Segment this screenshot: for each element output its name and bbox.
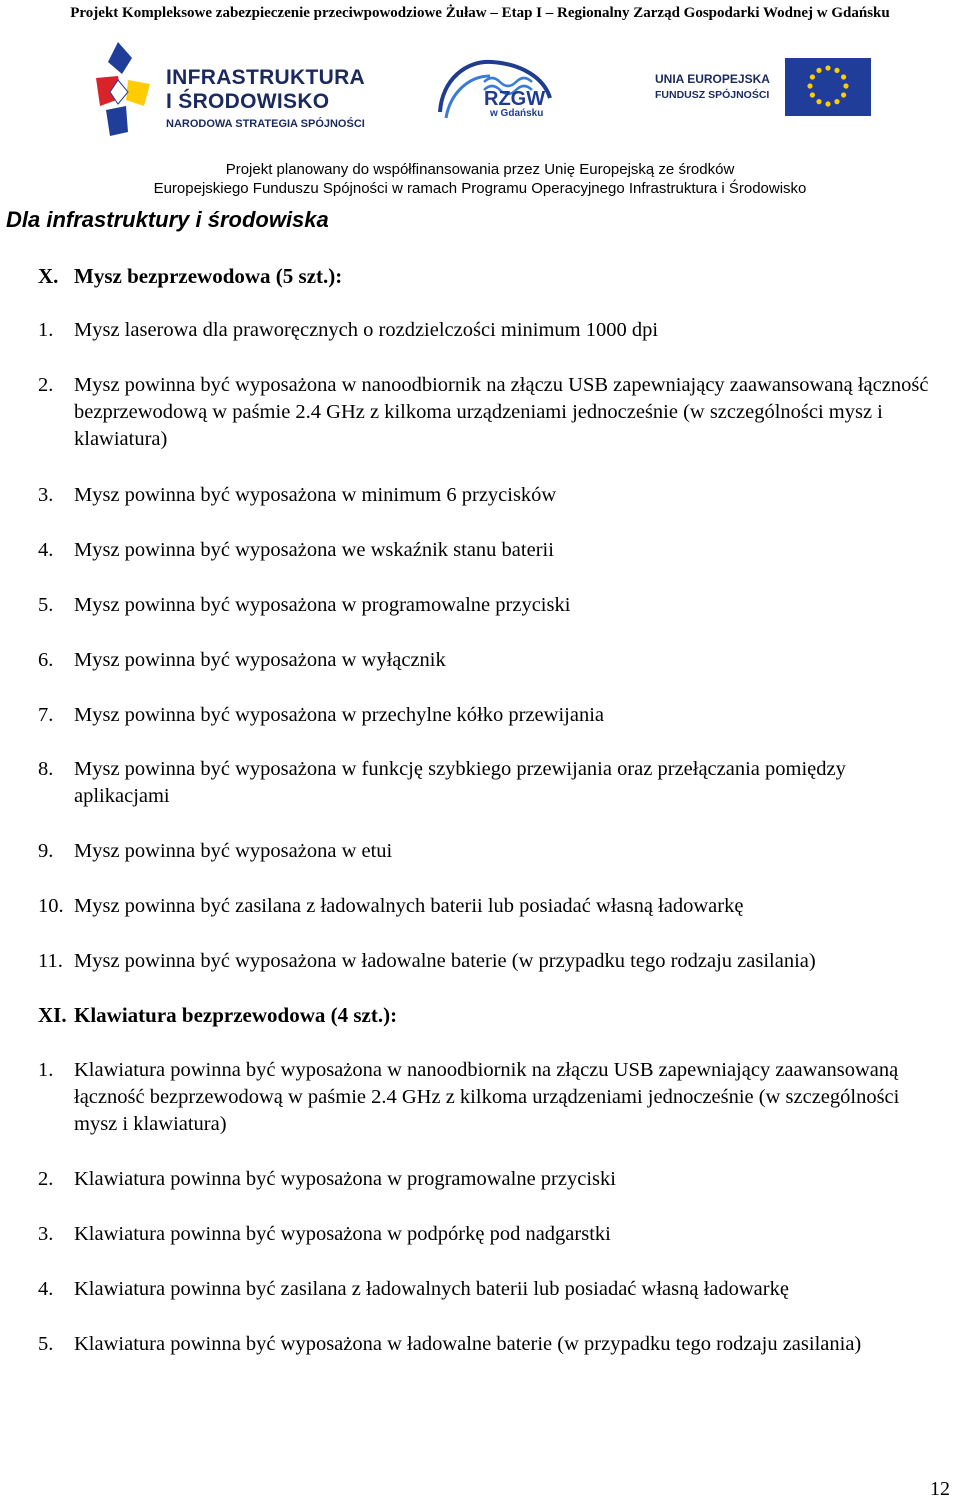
item-text: Klawiatura powinna być wyposażona w programowalne przyciski <box>74 1168 616 1190</box>
item-number: 1. <box>38 1059 54 1081</box>
list-item <box>38 1331 938 1358</box>
item-text: Mysz powinna być wyposażona w funkcję szybkiego przewijania oraz przełączania pomiędzy aplikacjami <box>74 758 846 807</box>
list-item <box>38 893 938 920</box>
document-header: Projekt Kompleksowe zabezpieczenie przeciwpowodziowe Żuław – Etap I – Regionalny Zarząd Gospodarki Wodnej w Gdańsku <box>70 5 890 21</box>
list-item <box>38 372 938 453</box>
slogan: Dla infrastruktury i środowiska <box>6 207 329 232</box>
infrastruktura-line1: INFRASTRUKTURA <box>166 66 366 89</box>
star-emblem-icon <box>88 40 160 140</box>
item-number: 4. <box>38 539 54 561</box>
eu-logo <box>655 58 875 128</box>
eu-line1: UNIA EUROPEJSKA <box>655 72 770 86</box>
list-item <box>38 647 938 674</box>
item-number: 8. <box>38 758 54 780</box>
item-text: Mysz powinna być zasilana z ładowalnych baterii lub posiadać własną ładowarkę <box>74 895 744 917</box>
list-item <box>38 756 938 810</box>
item-text: Mysz powinna być wyposażona w etui <box>74 840 393 862</box>
list-item <box>38 1057 938 1138</box>
item-text: Mysz laserowa dla praworęcznych o rozdzielczości minimum 1000 dpi <box>74 319 659 341</box>
logo-bar <box>0 30 960 150</box>
item-number: 6. <box>38 649 54 671</box>
list-item <box>38 317 938 344</box>
list-item <box>38 482 938 509</box>
list-item <box>38 592 938 619</box>
item-text: Mysz powinna być wyposażona w wyłącznik <box>74 649 446 671</box>
section-x-heading <box>38 263 342 290</box>
list-item <box>38 948 938 975</box>
item-text: Mysz powinna być wyposażona we wskaźnik stanu baterii <box>74 539 554 561</box>
item-number: 2. <box>38 374 54 396</box>
rzgw-logo <box>432 52 582 132</box>
item-number: 9. <box>38 840 54 862</box>
list-item <box>38 1166 938 1193</box>
infrastruktura-line3: NARODOWA STRATEGIA SPÓJNOŚCI <box>166 118 365 130</box>
list-item <box>38 537 938 564</box>
eu-flag-icon <box>785 58 871 116</box>
item-text: Klawiatura powinna być wyposażona w ładowalne baterie (w przypadku tego rodzaju zasilania) <box>74 1333 862 1355</box>
list-item <box>38 1276 938 1303</box>
item-text: Mysz powinna być wyposażona w przechylne kółko przewijania <box>74 704 604 726</box>
item-text: Klawiatura powinna być wyposażona w podpórkę pod nadgarstki <box>74 1223 611 1245</box>
item-number: 4. <box>38 1278 54 1300</box>
item-number: 3. <box>38 484 54 506</box>
item-text: Klawiatura powinna być zasilana z ładowalnych baterii lub posiadać własną ładowarkę <box>74 1278 789 1300</box>
item-number: 5. <box>38 594 54 616</box>
section-title: Mysz bezprzewodowa (5 szt.): <box>74 264 343 288</box>
item-text: Mysz powinna być wyposażona w nanoodbiornik na złączu USB zapewniający zaawansowaną łączność bezprzewodową w paśmie 2.4 GHz z kilkoma urządzeniami jednocześnie (w szczególności mysz i klawiatura) <box>74 374 929 450</box>
item-number: 2. <box>38 1168 54 1190</box>
cofinancing-line2: Europejskiego Funduszu Spójności w ramach Programu Operacyjnego Infrastruktura i Środowisko <box>153 180 807 197</box>
rzgw-name: RZGW <box>484 88 546 110</box>
section-number: X. <box>38 264 59 288</box>
list-item <box>38 702 938 729</box>
cofinancing-line1: Projekt planowany do współfinansowania przez Unię Europejską ze środków <box>225 161 735 178</box>
item-number: 11. <box>38 950 63 972</box>
item-number: 5. <box>38 1333 54 1355</box>
page-number: 12 <box>930 1478 950 1500</box>
item-number: 3. <box>38 1223 54 1245</box>
item-text: Mysz powinna być wyposażona w ładowalne baterie (w przypadku tego rodzaju zasilania) <box>74 950 816 972</box>
item-text: Mysz powinna być wyposażona w programowalne przyciski <box>74 594 571 616</box>
item-text: Klawiatura powinna być wyposażona w nanoodbiornik na złączu USB zapewniający zaawansowaną łączność bezprzewodową w paśmie 2.4 GHz z kilkoma urządzeniami jednocześnie (w szczególności mysz i klawiatura) <box>74 1059 900 1135</box>
list-item <box>38 1221 938 1248</box>
eu-line2: FUNDUSZ SPÓJNOŚCI <box>655 89 770 101</box>
item-number: 7. <box>38 704 54 726</box>
section-number: XI. <box>38 1003 67 1027</box>
section-xi-heading <box>38 1002 397 1029</box>
item-text: Mysz powinna być wyposażona w minimum 6 przycisków <box>74 484 557 506</box>
list-item <box>38 838 938 865</box>
cofinancing-note <box>0 160 960 198</box>
item-number: 1. <box>38 319 54 341</box>
infrastruktura-logo <box>88 40 378 140</box>
rzgw-sub: w Gdańsku <box>490 108 544 119</box>
section-title: Klawiatura bezprzewodowa (4 szt.): <box>74 1003 398 1027</box>
infrastruktura-line2: I ŚRODOWISKO <box>166 90 330 113</box>
item-number: 10. <box>38 895 64 917</box>
